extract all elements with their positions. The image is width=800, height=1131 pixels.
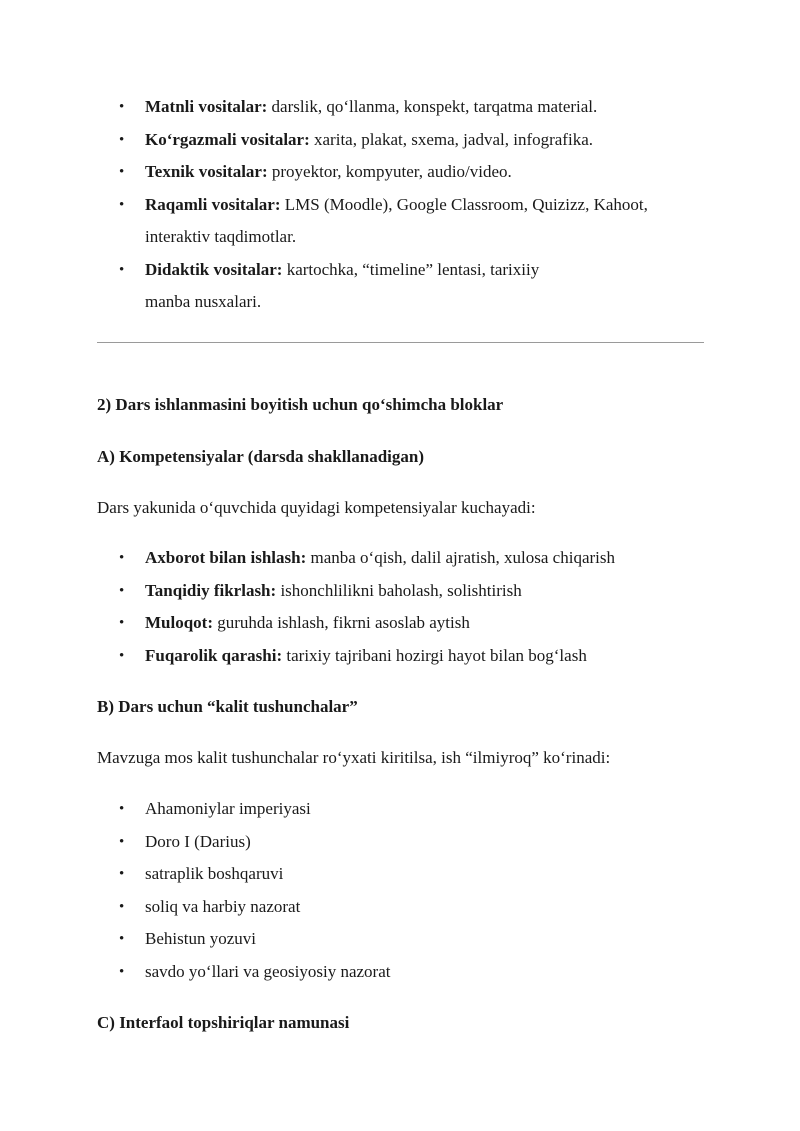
key-terms-list [97,793,704,988]
list-item-term: Fuqarolik qarashi: [145,645,283,665]
section-b-heading: B) Dars uchun “kalit tushunchalar” [97,697,358,716]
list-item-term: Raqamli vositalar: [145,194,281,214]
list-item: • Ahamoniylar imperiyasi [97,793,704,826]
list-item-text: kartochka, “timeline” lentasi, tarixiiy manba nusxalari. [145,259,540,311]
list-item: • Doro I (Darius) [97,826,704,859]
list-item-text: darslik, qo‘llanma, konspekt, tarqatma material. [267,97,598,116]
list-item-term: Axborot bilan ishlash: [145,548,307,567]
list-item-term: Ko‘rgazmali vositalar: [145,129,310,149]
tools-list [97,91,704,319]
list-item: • soliq va harbiy nazorat [97,891,704,924]
section-a-heading: A) Kompetensiyalar (darsda shakllanadigan) [97,447,424,466]
list-item-text: ishonchlilikni baholash, solishtirish [276,580,522,600]
horizontal-divider [97,342,704,343]
list-item-term: Texnik vositalar: [145,162,268,181]
list-item-text: LMS (Moodle), Google Classroom, Quizizz, Kahoot, interaktiv taqdimotlar. [145,194,648,246]
list-item-text: guruhda ishlash, fikrni asoslab aytish [213,613,470,632]
section-heading: 2) Dars ishlanmasini boyitish uchun qo‘shimcha bloklar [97,395,504,414]
list-item [97,575,704,608]
key-terms-section [97,793,704,988]
section-b-intro: Mavzuga mos kalit tushunchalar ro‘yxati kiritilsa, ish “ilmiyroq” ko‘rinadi: [97,748,611,767]
list-item [97,640,704,673]
list-item: • savdo yo‘llari va geosiyosiy nazorat [97,956,704,989]
list-item-text: manba o‘qish, dalil ajratish, xulosa chiqarish [306,548,615,567]
list-item [97,542,704,575]
list-item-term: Didaktik vositalar: [145,259,283,279]
competencies-list [97,542,704,672]
list-item-term: Muloqot: [145,613,213,632]
list-item [97,91,704,124]
list-item-text: proyektor, kompyuter, audio/video. [267,162,512,181]
list-item-term: Tanqidiy fikrlash: [145,580,277,600]
list-item: • satraplik boshqaruvi [97,858,704,891]
tools-section [97,91,704,319]
list-item-term: Matnli vositalar: [145,97,268,116]
list-item: • Behistun yozuvi [97,923,704,956]
list-item-text: tarixiy tajribani hozirgi hayot bilan bog‘lash [282,645,587,665]
section-a-intro: Dars yakunida o‘quvchida quyidagi kompetensiyalar kuchayadi: [97,498,536,517]
list-item [97,189,704,254]
list-item [97,156,704,189]
list-item-text: xarita, plakat, sxema, jadval, infografika. [309,129,593,149]
list-item [97,124,704,157]
list-item [97,607,704,640]
section-c-heading: C) Interfaol topshiriqlar namunasi [97,1013,350,1032]
list-item [97,254,585,319]
competencies-section [97,542,704,672]
